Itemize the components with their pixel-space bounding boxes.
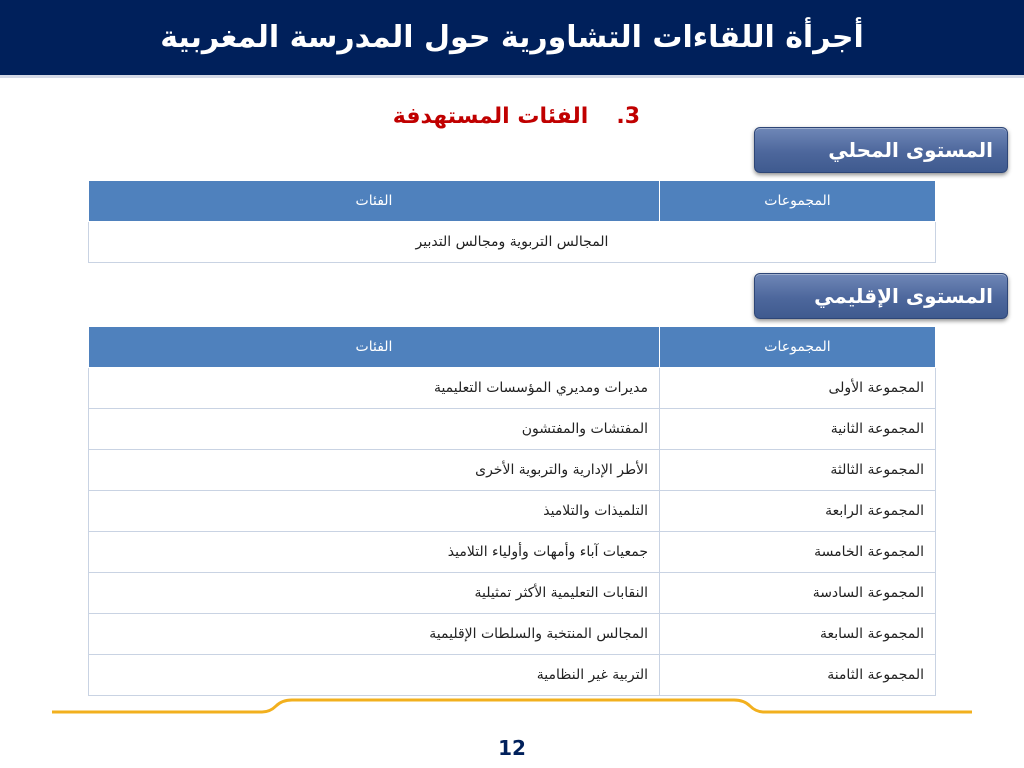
- table-row: [89, 450, 936, 491]
- group-cell: المجموعة الأولى: [660, 368, 936, 409]
- category-cell: المجالس المنتخبة والسلطات الإقليمية: [89, 614, 660, 655]
- group-cell: المجموعة الثالثة: [660, 450, 936, 491]
- regional-level-button[interactable]: [754, 273, 1008, 319]
- category-cell: الأطر الإدارية والتربوية الأخرى: [89, 450, 660, 491]
- group-cell: المجموعة السابعة: [660, 614, 936, 655]
- groups-header: المجموعات: [660, 327, 936, 368]
- table-row: [89, 614, 936, 655]
- group-cell: المجموعة الثامنة: [660, 655, 936, 696]
- table-row: [89, 532, 936, 573]
- page-number: 12: [498, 736, 526, 760]
- category-cell: التربية غير النظامية: [89, 655, 660, 696]
- table-row: [89, 409, 936, 450]
- group-cell: المجموعة الثانية: [660, 409, 936, 450]
- group-cell: المجموعة الخامسة: [660, 532, 936, 573]
- category-cell: التلميذات والتلاميذ: [89, 491, 660, 532]
- groups-header: المجموعات: [660, 181, 936, 222]
- footer-divider-line: [52, 700, 972, 712]
- section-number: 3.: [616, 104, 640, 129]
- group-cell: المجموعة السادسة: [660, 573, 936, 614]
- categories-header: الفئات: [89, 181, 660, 222]
- footer-divider: [0, 690, 1024, 730]
- page-title: أجرأة اللقاءات التشاورية حول المدرسة المغربية: [160, 20, 864, 55]
- table-header-row: [89, 181, 936, 222]
- table-row: [89, 491, 936, 532]
- category-cell: النقابات التعليمية الأكثر تمثيلية: [89, 573, 660, 614]
- table-row: [89, 573, 936, 614]
- regional-level-label: المستوى الإقليمي: [814, 284, 993, 308]
- categories-header: الفئات: [89, 327, 660, 368]
- section-label: الفئات المستهدفة: [392, 104, 589, 129]
- section-heading: [300, 104, 640, 129]
- table-row: [89, 222, 936, 263]
- local-category-cell: المجالس التربوية ومجالس التدبير: [89, 222, 936, 263]
- regional-level-table: [88, 326, 936, 696]
- local-level-label: المستوى المحلي: [828, 138, 993, 162]
- category-cell: المفتشات والمفتشون: [89, 409, 660, 450]
- local-level-button[interactable]: [754, 127, 1008, 173]
- local-level-table: [88, 180, 936, 263]
- group-cell: المجموعة الرابعة: [660, 491, 936, 532]
- category-cell: مديرات ومديري المؤسسات التعليمية: [89, 368, 660, 409]
- table-row: [89, 368, 936, 409]
- title-bar: [0, 0, 1024, 78]
- category-cell: جمعيات آباء وأمهات وأولياء التلاميذ: [89, 532, 660, 573]
- table-header-row: [89, 327, 936, 368]
